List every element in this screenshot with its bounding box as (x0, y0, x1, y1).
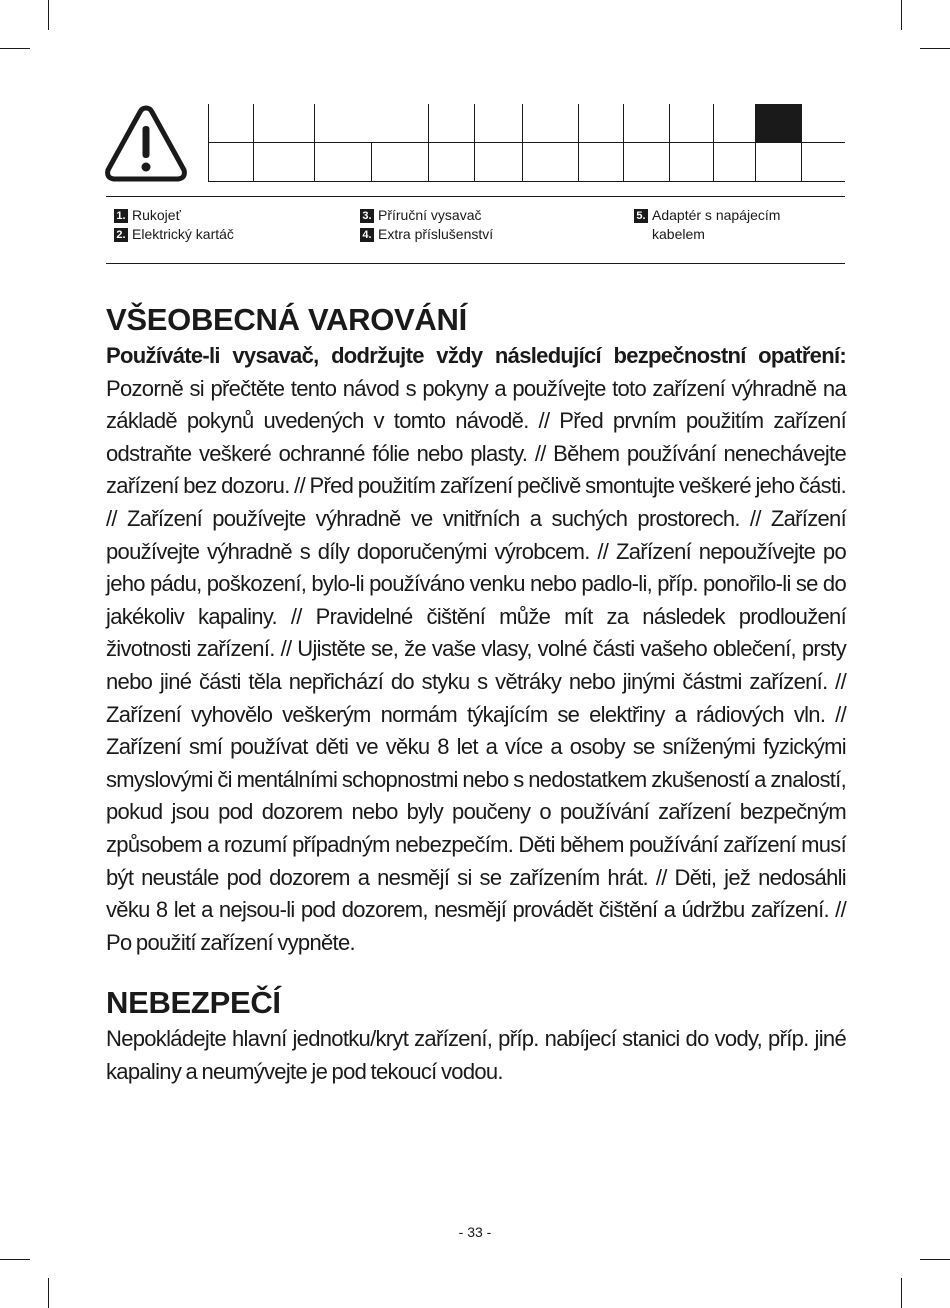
part-item (360, 206, 493, 225)
part-item-continued (634, 225, 780, 244)
part-number: 3. (360, 209, 374, 223)
crop-mark (920, 48, 950, 49)
part-number: 4. (360, 228, 374, 242)
part-item (114, 206, 234, 225)
general-warnings-body: Pozorně si přečtěte tento návod s pokyny a používejte toto zařízení výhradně na základě pokynů uvedených v tomto návodě. // Před prvním použitím zařízení odstraňte veškeré ochranné fólie nebo plasty. // Během používání nenechávejte zařízení bez dozoru. // Před použitím zařízení pečlivě smontujte veškeré jeho části. // Zařízení používejte výhradně ve vnitřních a suchých prostorech. // Zařízení používejte výhradně s díly doporučenými výrobcem. // Zařízení nepoužívejte po jeho pádu, poškození, bylo-li používáno venku nebo padlo-li, příp. ponořilo-li se do jakékoliv kapaliny. // Pravidelné čištění může mít za následek prodloužení životnosti zařízení. // Ujistěte se, že vaše vlasy, volné části vašeho oblečení, prsty nebo jiné části těla nepřichází do styku s větráky nebo jinými částmi zařízení. // Zařízení vyhovělo veškerým normám týkajícím se elektřiny a rádiových vln. // Zařízení smí používat děti ve věku 8 let a více a osoby se sníženými fyzickými smyslovými či mentálními schopnostmi nebo s nedostatkem zkušeností a znalostí, pokud jsou pod dozorem nebo byly poučeny o používání zařízení bezpečným způsobem a rozumí případným nebezpečím. Děti během používání zařízení musí být neustále pod dozorem a nesmějí si se zařízením hrát. // Děti, jež nedosáhli věku 8 let a nejsou-li pod dozorem, nesmějí provádět čištění a údržbu zařízení. // Po použití zařízení vypněte. (106, 375, 846, 955)
parts-legend-col-1 (114, 206, 234, 244)
crop-mark (901, 0, 902, 30)
content (106, 300, 846, 1088)
general-warnings-lead: Používáte-li vysavač, dodržujte vždy následující bezpečnostní opatření: (106, 343, 846, 368)
danger-heading: NEBEZPEČÍ (106, 985, 281, 1021)
danger-text: Nepokládejte hlavní jednotku/kryt zařízení, příp. nabíjecí stanici do vody, příp. jiné kapaliny a neumývejte je pod tekoucí vodou. (106, 1026, 846, 1084)
parts-legend-col-3 (634, 206, 780, 244)
part-item (360, 225, 493, 244)
grid-filled-cell (755, 104, 801, 142)
general-warnings-text (106, 340, 846, 959)
part-number: 1. (114, 209, 128, 223)
crop-mark (0, 1259, 30, 1260)
crop-mark (901, 1278, 902, 1308)
general-warnings-heading: VŠEOBECNÁ VAROVÁNÍ (106, 302, 467, 337)
part-label: Příruční vysavač (378, 207, 482, 223)
parts-legend-col-2 (360, 206, 493, 244)
legend-top-rule (106, 196, 845, 197)
crop-mark (48, 1278, 49, 1308)
part-label: Rukojeť (132, 207, 181, 223)
part-label: Elektrický kartáč (132, 226, 234, 242)
warning-triangle-icon (104, 104, 188, 182)
part-item (114, 225, 234, 244)
crop-mark (48, 0, 49, 30)
legend-bottom-rule (106, 263, 845, 264)
part-item (634, 206, 780, 225)
part-label: Adaptér s napájecím (652, 207, 781, 223)
page-number: - 33 - (458, 1224, 492, 1240)
part-number: 2. (114, 228, 128, 242)
language-grid (208, 104, 845, 182)
crop-mark (0, 48, 30, 49)
part-label: Extra příslušenství (378, 226, 494, 242)
part-label: kabelem (652, 226, 705, 242)
part-number: 5. (634, 209, 648, 223)
crop-mark (920, 1259, 950, 1260)
